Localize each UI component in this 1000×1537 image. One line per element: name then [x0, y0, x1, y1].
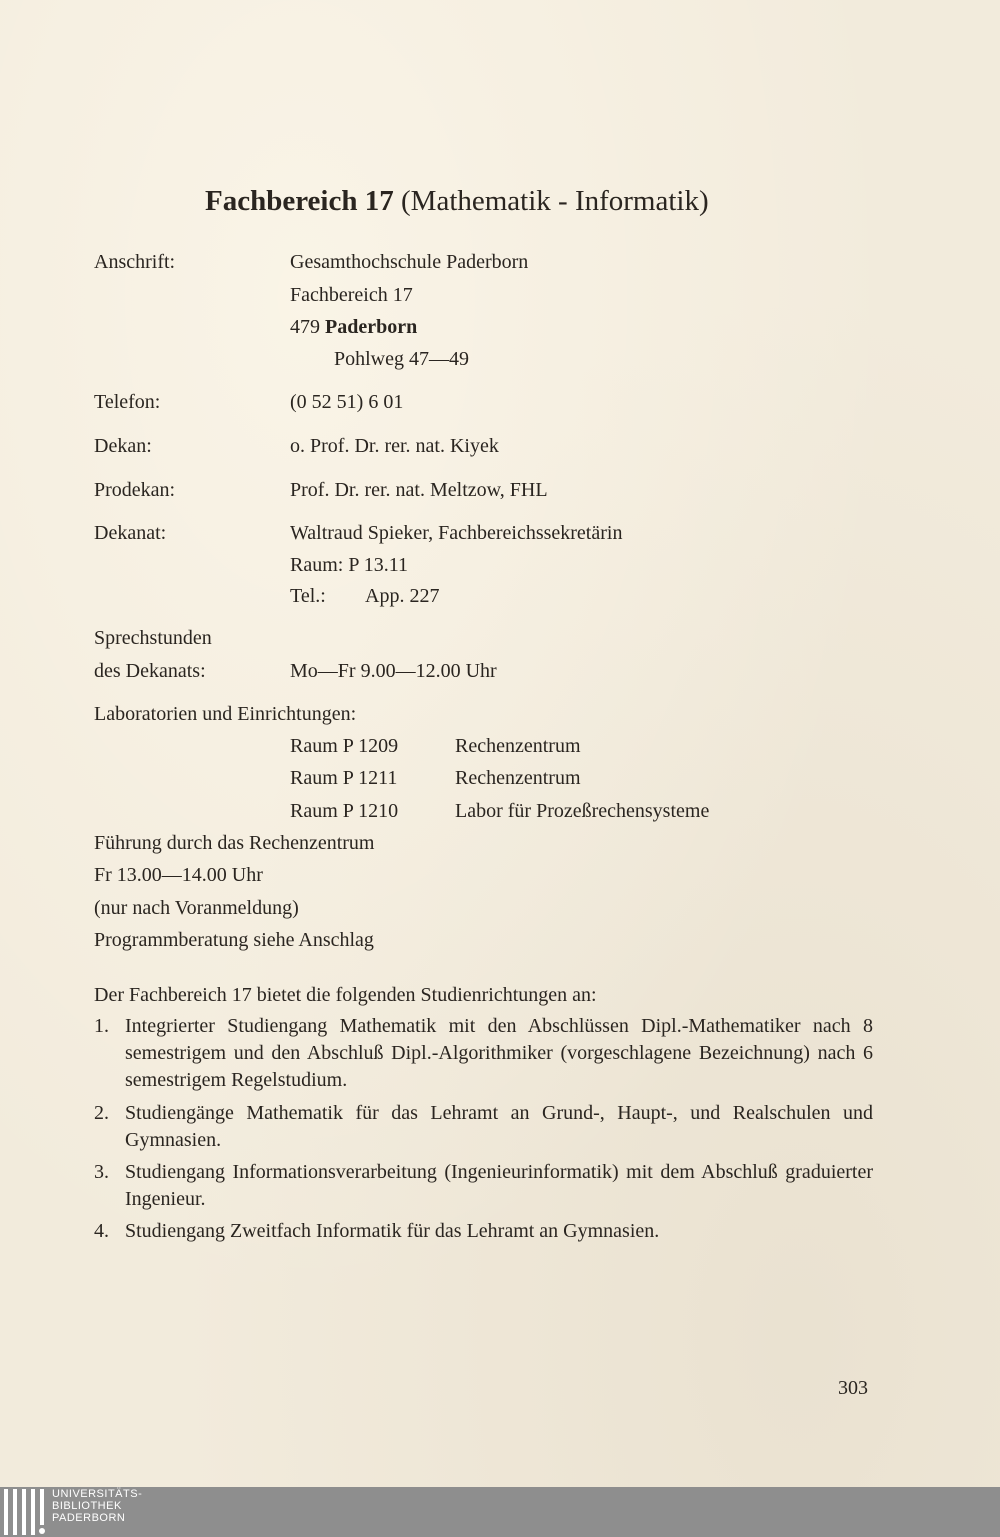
studien-item-4-text: Studiengang Zweitfach Informatik für das Lehramt an Gymnasien. [125, 1220, 660, 1242]
fuehrung-line4: Programmberatung siehe Anschlag [94, 929, 374, 951]
dekanat-tel-label: Tel.: [290, 585, 326, 607]
studien-item-1-num: 1. [94, 1015, 109, 1037]
fuehrung-line3: (nur nach Voranmeldung) [94, 897, 299, 919]
page-number: 303 [838, 1377, 868, 1399]
lab-name-3: Labor für Prozeßrechensysteme [455, 800, 710, 822]
lab-room-3: Raum P 1210 [290, 800, 399, 822]
title-bold: Fachbereich 17 [205, 185, 394, 217]
fuehrung-line1: Führung durch das Rechenzentrum [94, 832, 375, 854]
anschrift-zip: 479 [290, 316, 320, 338]
dekan-label: Dekan: [94, 435, 152, 457]
anschrift-line3 [290, 315, 417, 339]
page-title [205, 184, 709, 218]
anschrift-line2: Fachbereich 17 [290, 284, 413, 306]
anschrift-line1: Gesamthochschule Paderborn [290, 251, 529, 273]
anschrift-line4: Pohlweg 47—49 [334, 348, 469, 370]
library-logo-line1: UNIVERSITÄTS- [52, 1488, 143, 1500]
library-logo-line2: BIBLIOTHEK [52, 1500, 122, 1512]
lab-name-1: Rechenzentrum [455, 735, 581, 757]
library-footer-bar [0, 1487, 1000, 1537]
sprechstunden-value: Mo—Fr 9.00—12.00 Uhr [290, 660, 497, 682]
anschrift-city: Paderborn [325, 316, 418, 338]
lab-room-1: Raum P 1209 [290, 735, 399, 757]
studien-item-2-num: 2. [94, 1102, 109, 1124]
studien-item-3-text: Studiengang Informationsverarbeitung (Ingenieurinformatik) mit dem Abschluß graduierter Ingenieur. [125, 1161, 873, 1210]
dekan-value: o. Prof. Dr. rer. nat. Kiyek [290, 435, 499, 457]
library-logo-icon [4, 1489, 48, 1535]
dekanat-line2: Raum: P 13.11 [290, 554, 408, 576]
telefon-value: (0 52 51) 6 01 [290, 391, 404, 413]
telefon-label: Telefon: [94, 391, 161, 413]
sprechstunden-label-1: Sprechstunden [94, 627, 212, 649]
studien-item-4-num: 4. [94, 1220, 109, 1242]
studien-item-1-text: Integrierter Studiengang Mathematik mit den Abschlüssen Dipl.-Mathematiker nach 8 semestrigem und den Abschluß Dipl.-Algorithmiker (vorgeschlagene Bezeichnung) nach 6 semestrigem Regelstudium. [125, 1015, 873, 1091]
sprechstunden-label-2: des Dekanats: [94, 660, 206, 682]
prodekan-value: Prof. Dr. rer. nat. Meltzow, FHL [290, 479, 548, 501]
lab-room-2: Raum P 1211 [290, 767, 398, 789]
dekanat-line1: Waltraud Spieker, Fachbereichssekretärin [290, 522, 623, 544]
studien-item-2-text: Studiengänge Mathematik für das Lehramt an Grund-, Haupt-, und Realschulen und Gymnasien. [125, 1102, 873, 1151]
laboratorien-heading: Laboratorien und Einrichtungen: [94, 703, 357, 725]
studien-intro: Der Fachbereich 17 bietet die folgenden Studienrichtungen an: [94, 984, 597, 1006]
title-rest: (Mathematik - Informatik) [401, 185, 709, 217]
fuehrung-line2: Fr 13.00—14.00 Uhr [94, 864, 263, 886]
studien-item-3-num: 3. [94, 1161, 109, 1183]
dekanat-label: Dekanat: [94, 522, 167, 544]
anschrift-label: Anschrift: [94, 251, 176, 273]
library-logo-text [52, 1488, 142, 1524]
dekanat-tel-value: App. 227 [365, 585, 440, 607]
lab-name-2: Rechenzentrum [455, 767, 581, 789]
prodekan-label: Prodekan: [94, 479, 176, 501]
library-logo-line3: PADERBORN [52, 1512, 126, 1524]
